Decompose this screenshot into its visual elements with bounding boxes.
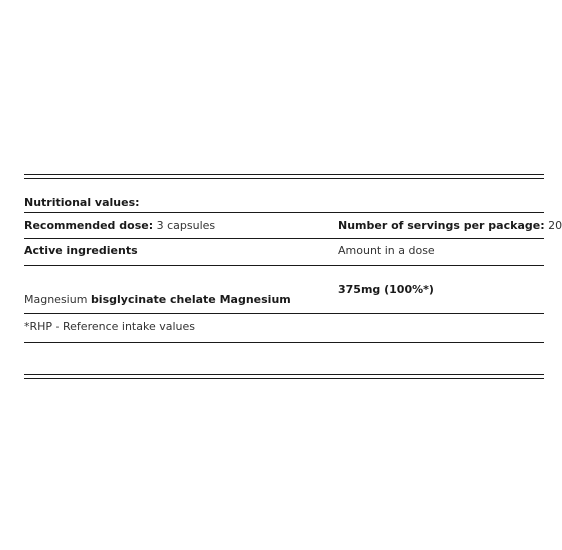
ingredient-bold: bisglycinate chelate Magnesium bbox=[90, 293, 291, 306]
nutritional-values-label: Nutritional values: bbox=[24, 196, 140, 209]
footnote: *RHP - Reference intake values bbox=[24, 320, 195, 333]
ingredient-name bbox=[24, 293, 291, 306]
ingredient-row bbox=[24, 266, 544, 314]
active-ingredients-label: Active ingredients bbox=[24, 244, 138, 257]
recommended-dose-value: 3 capsules bbox=[156, 219, 216, 232]
nutritional-values-row bbox=[24, 179, 544, 213]
dose-row bbox=[24, 213, 562, 239]
servings-label: Number of servings per package: bbox=[338, 219, 545, 232]
ingredient-amount: 375mg (100%*) bbox=[338, 283, 434, 296]
bottom-rule-inner bbox=[24, 378, 544, 379]
nutrition-table bbox=[24, 174, 562, 379]
recommended-dose bbox=[24, 219, 215, 232]
recommended-dose-label: Recommended dose: bbox=[24, 219, 154, 232]
servings bbox=[338, 219, 562, 232]
amount-label: Amount in a dose bbox=[338, 244, 435, 257]
active-ingredients-header-row bbox=[24, 239, 544, 266]
footnote-row bbox=[24, 314, 544, 343]
servings-value: 20 bbox=[548, 219, 562, 232]
ingredient-prefix: Magnesium bbox=[24, 293, 88, 306]
